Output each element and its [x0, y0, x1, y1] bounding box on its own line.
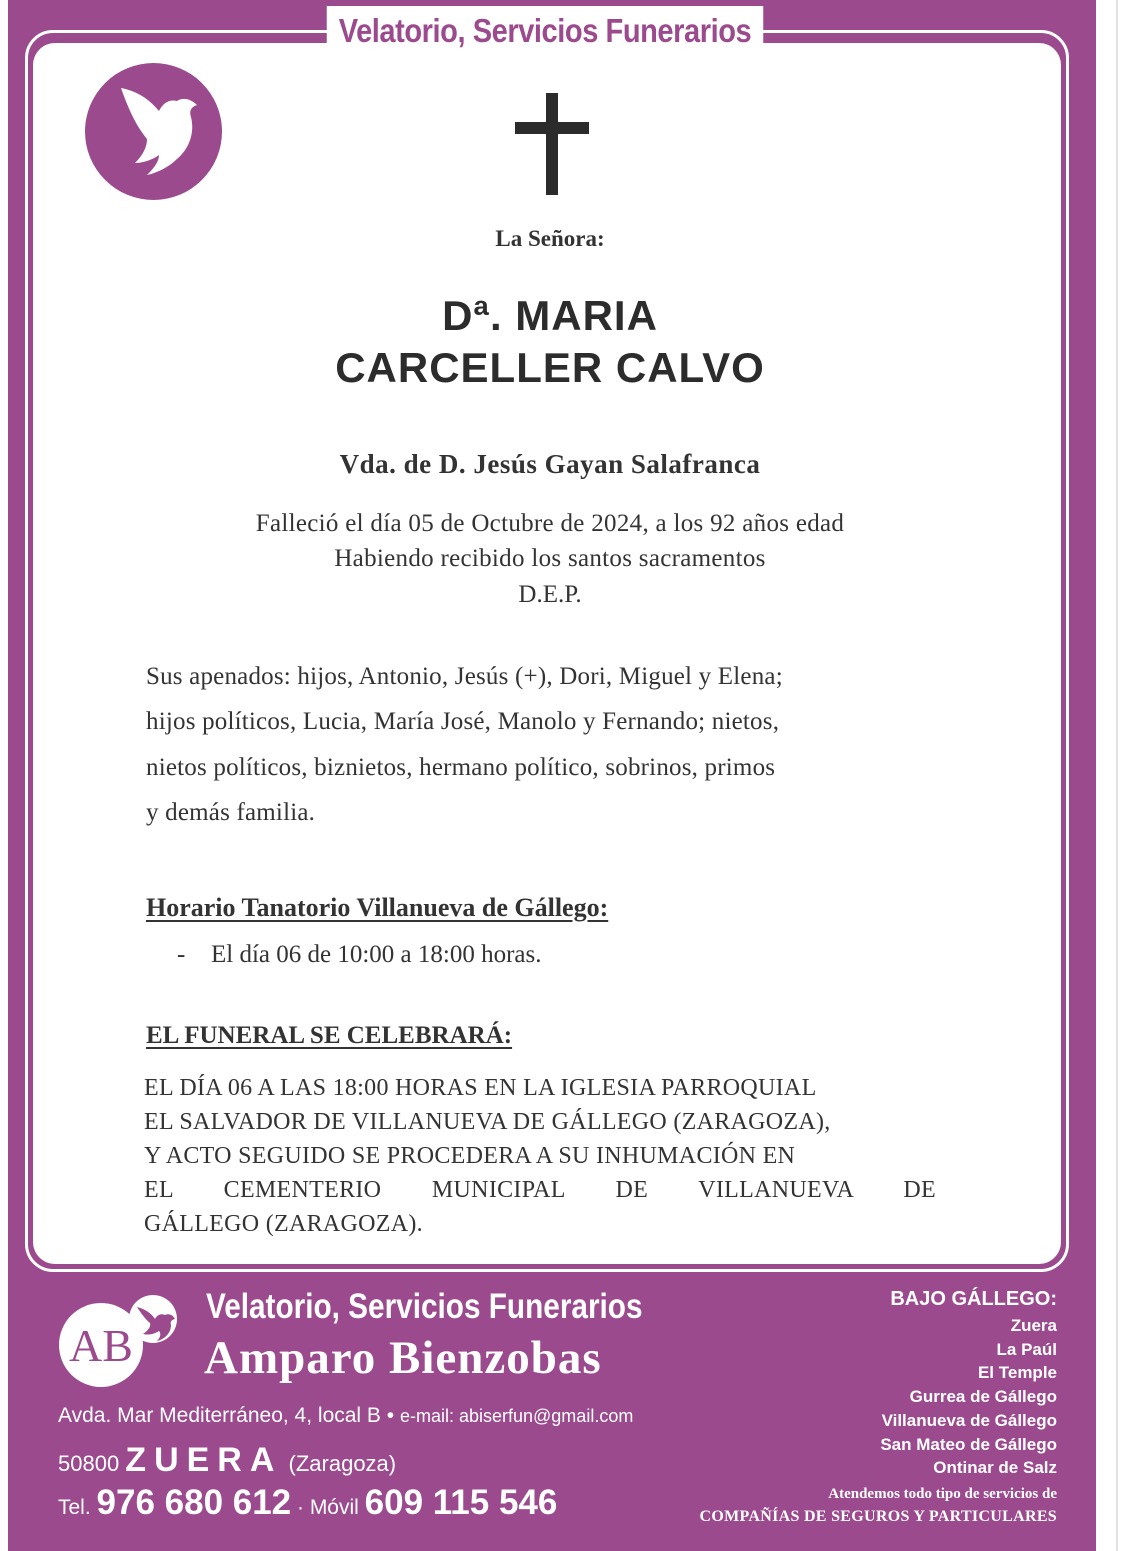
town-item: Zuera [1010, 1316, 1057, 1335]
town-item: San Mateo de Gállego [880, 1434, 1057, 1454]
widow-of: Vda. de D. Jesús Gayan Salafranca [339, 449, 761, 479]
town-item: Ontinar de Salz [933, 1458, 1057, 1478]
company-logo [57, 1293, 179, 1389]
town-item: El Temple [977, 1363, 1057, 1383]
city: ZUERA [125, 1441, 283, 1479]
page-margin [1097, 0, 1125, 1551]
cross-icon [515, 93, 589, 195]
family-line: Sus apenados: hijos, Antonio, Jesús (+), Dori, Miguel y Elena; [146, 663, 783, 690]
horario-heading: Horario Tanatorio Villanueva de Gállego: [146, 893, 609, 922]
funeral-line: GÁLLEGO (ZARAGOZA). [144, 1211, 423, 1237]
address-text: Avda. Mar Mediterráneo, 4, local B • [58, 1404, 400, 1427]
tel-label: Tel. [58, 1496, 97, 1519]
mobile-label: · Móvil [291, 1496, 365, 1519]
footer-address [58, 1404, 633, 1428]
tel-number: 976 680 612 [96, 1483, 292, 1522]
funeral-heading: EL FUNERAL SE CELEBRARÁ: [146, 1022, 513, 1049]
town-item: Villanueva de Gállego [881, 1410, 1057, 1430]
dove-icon [85, 63, 222, 200]
family-line: nietos políticos, biznietos, hermano político, sobrinos, primos [146, 754, 776, 781]
death-date-line: Falleció el día 05 de Octubre de 2024, a los 92 años edad [255, 510, 845, 537]
dove-badge [85, 63, 222, 200]
page-edge-line [1116, 0, 1118, 1551]
horario-line: El día 06 de 10:00 a 18:00 horas. [211, 941, 542, 968]
funeral-line: Y ACTO SEGUIDO SE PROCEDERA A SU INHUMACIÓN EN [144, 1143, 796, 1169]
town-item: La Paúl [996, 1339, 1057, 1359]
funeral-line: EL CEMENTERIO MUNICIPAL DE VILLANUEVA DE [144, 1177, 936, 1203]
footer-phone-line [58, 1483, 557, 1523]
logo-letters: AB [69, 1320, 133, 1371]
region-title: BAJO GÁLLEGO: [890, 1288, 1057, 1310]
family-line: hijos políticos, Lucia, María José, Manolo y Fernando; nietos, [146, 708, 780, 735]
footer-city-line [58, 1441, 396, 1480]
header-title: Velatorio, Servicios Funerarios [327, 6, 763, 54]
town-list [880, 1314, 1057, 1480]
deceased-name-line1: Dª. MARIA [442, 292, 658, 339]
sacraments-line: Habiendo recibido los santos sacramentos [334, 545, 766, 572]
attend-line2: COMPAÑÍAS DE SEGUROS Y PARTICULARES [699, 1508, 1057, 1525]
funeral-line: EL SALVADOR DE VILLANUEVA DE GÁLLEGO (ZARAGOZA), [144, 1109, 831, 1135]
funeral-line: EL DÍA 06 A LAS 18:00 HORAS EN LA IGLESIA PARROQUIAL [144, 1075, 817, 1101]
deceased-name-line2: CARCELLER CALVO [335, 344, 765, 391]
mobile-number: 609 115 546 [364, 1483, 558, 1522]
footer-company-name: Amparo Bienzobas [204, 1332, 602, 1384]
postcode: 50800 [58, 1451, 126, 1476]
town-item: Gurrea de Gállego [909, 1387, 1057, 1407]
attend-line1: Atendemos todo tipo de servicios de [828, 1486, 1057, 1502]
family-line: y demás familia. [146, 799, 316, 826]
footer-tagline: Velatorio, Servicios Funerarios [206, 1287, 643, 1326]
horario-bullet: - [177, 941, 186, 968]
email-text: e-mail: abiserfun@gmail.com [399, 1406, 634, 1426]
province: (Zaragoza) [282, 1451, 397, 1476]
rip-line: D.E.P. [518, 581, 582, 608]
title-label: La Señora: [495, 226, 605, 251]
